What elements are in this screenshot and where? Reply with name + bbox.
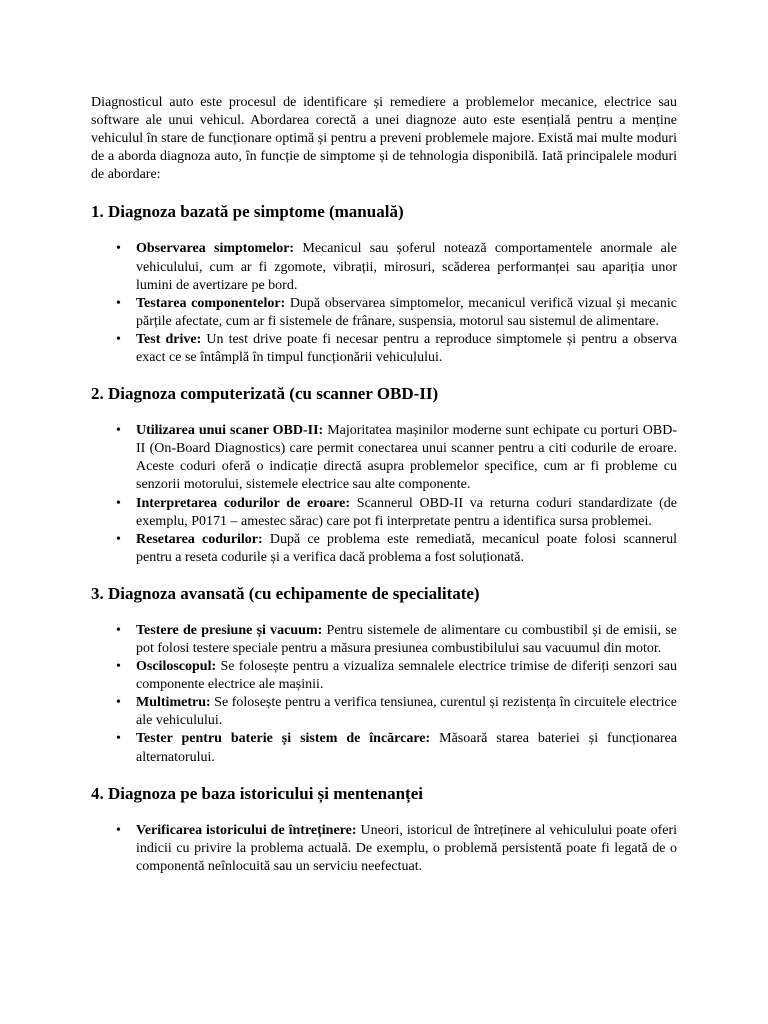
list-item-text: Pentru sistemele de alimentare cu combustibil și de emisii, se pot folosi testere speciale pentru a măsura presiunea combustibilului sau vacuumul din motor. xyxy=(136,622,677,656)
list-item xyxy=(116,694,677,730)
list-item-text: După observarea simptomelor, mecanicul verifică vizual și mecanic părțile afectate, cum ar fi sistemele de frânare, suspensia, motorul sau sistemul de alimentare. xyxy=(136,295,677,329)
list-item-term: Observarea simptomelor: xyxy=(136,241,295,257)
list-item-text: Mecanicul sau șoferul notează comportamentele anormale ale vehiculului, cum ar fi zgomote, vibrații, mirosuri, scăderea performanței sau apariția unor lumini de avertizare pe bord. xyxy=(136,241,677,293)
bullet-list xyxy=(91,240,677,367)
bullet-icon: • xyxy=(116,495,121,511)
list-item-text: Un test drive poate fi necesar pentru a reproduce simptomele și pentru a observa exact ce se întâmplă în timpul funcționării vehiculului. xyxy=(136,331,677,366)
list-item-term: Multimetru: xyxy=(136,695,211,711)
list-item xyxy=(116,422,677,494)
bullet-list xyxy=(91,422,677,567)
list-item-term: Tester pentru baterie și sistem de încărcare: xyxy=(136,731,431,747)
list-item-term: Interpretarea codurilor de eroare: xyxy=(136,495,351,511)
bullet-icon: • xyxy=(116,531,121,547)
list-item-term: Testarea componentelor: xyxy=(136,295,286,311)
list-item-term: Test drive: xyxy=(136,331,202,347)
list-item xyxy=(116,240,677,294)
list-item-text: Măsoară starea bateriei și funcționarea alternatorului. xyxy=(136,731,677,765)
sections-container xyxy=(91,202,677,875)
list-item xyxy=(116,822,677,876)
list-item-term: Osciloscopul: xyxy=(136,659,217,675)
section-heading: 4. Diagnoza pe baza istoricului și mentenanței xyxy=(91,783,423,803)
list-item-term: Verificarea istoricului de întreținere: xyxy=(136,822,357,838)
bullet-list xyxy=(91,622,677,767)
list-item xyxy=(116,622,677,658)
bullet-icon: • xyxy=(116,331,121,347)
list-item xyxy=(116,331,677,367)
list-item xyxy=(116,495,678,531)
bullet-list xyxy=(91,822,677,876)
list-item xyxy=(116,531,677,567)
list-item-term: Utilizarea unui scaner OBD-II: xyxy=(136,423,324,439)
section-heading: 1. Diagnoza bazată pe simptome (manuală) xyxy=(91,202,404,222)
bullet-icon: • xyxy=(116,695,121,711)
bullet-icon: • xyxy=(116,423,121,439)
section-heading: 3. Diagnoza avansată (cu echipamente de specialitate) xyxy=(91,583,480,603)
list-item-text: Scannerul OBD-II va returna coduri standardizate (de exemplu, P0171 – amestec sărac) care pot fi interpretate pentru a identifica sursa problemei. xyxy=(136,495,678,529)
section-heading: 2. Diagnoza computerizată (cu scanner OBD-II) xyxy=(91,384,439,404)
bullet-icon: • xyxy=(116,622,121,638)
list-item-term: Testere de presiune și vacuum: xyxy=(136,622,323,638)
bullet-icon: • xyxy=(116,731,121,747)
list-item xyxy=(116,658,677,694)
list-item-text: Uneori, istoricul de întreținere al vehiculului poate oferi indicii cu privire la problema actuală. De exemplu, o problemă persistentă poate fi legată de o componentă neînlocuită sau un serviciu neefectuat. xyxy=(136,822,677,874)
bullet-icon: • xyxy=(116,241,121,257)
list-item-text: Se folosește pentru a verifica tensiunea, curentul și rezistența în circuitele electrice ale vehiculului. xyxy=(136,695,677,729)
list-item-text: Se folosește pentru a vizualiza semnalele electrice trimise de diferiți senzori sau componente electrice ale mașinii. xyxy=(136,659,677,693)
list-item xyxy=(116,730,677,766)
bullet-icon: • xyxy=(116,822,121,838)
bullet-icon: • xyxy=(116,295,121,311)
list-item-term: Resetarea codurilor: xyxy=(136,531,263,547)
intro-paragraph: Diagnosticul auto este procesul de identificare și remediere a problemelor mecanice, electrice sau software ale unui vehicul. Abordarea corectă a unei diagnoze auto este esențială pentru a menține vehiculul în stare de funcționare optimă și pentru a preveni problemele majore. Există mai multe moduri de a aborda diagnoza auto, în funcție de simptome și de tehnologia disponibilă. Iată principalele moduri de abordare: xyxy=(91,95,677,183)
bullet-icon: • xyxy=(116,659,121,675)
list-item xyxy=(116,295,677,331)
list-item-text: Majoritatea mașinilor moderne sunt echipate cu porturi OBD-II (On-Board Diagnostics) care permit conectarea unui scanner pentru a citi codurile de eroare. Aceste coduri oferă o indicație directă asupra problemelor specifice, cum ar fi probleme cu senzorii motorului, sistemele electrice sau alte componente. xyxy=(136,423,677,493)
list-item-text: După ce problema este remediată, mecanicul poate folosi scannerul pentru a reseta codurile și a verifica dacă problema a fost soluționată. xyxy=(136,531,677,565)
